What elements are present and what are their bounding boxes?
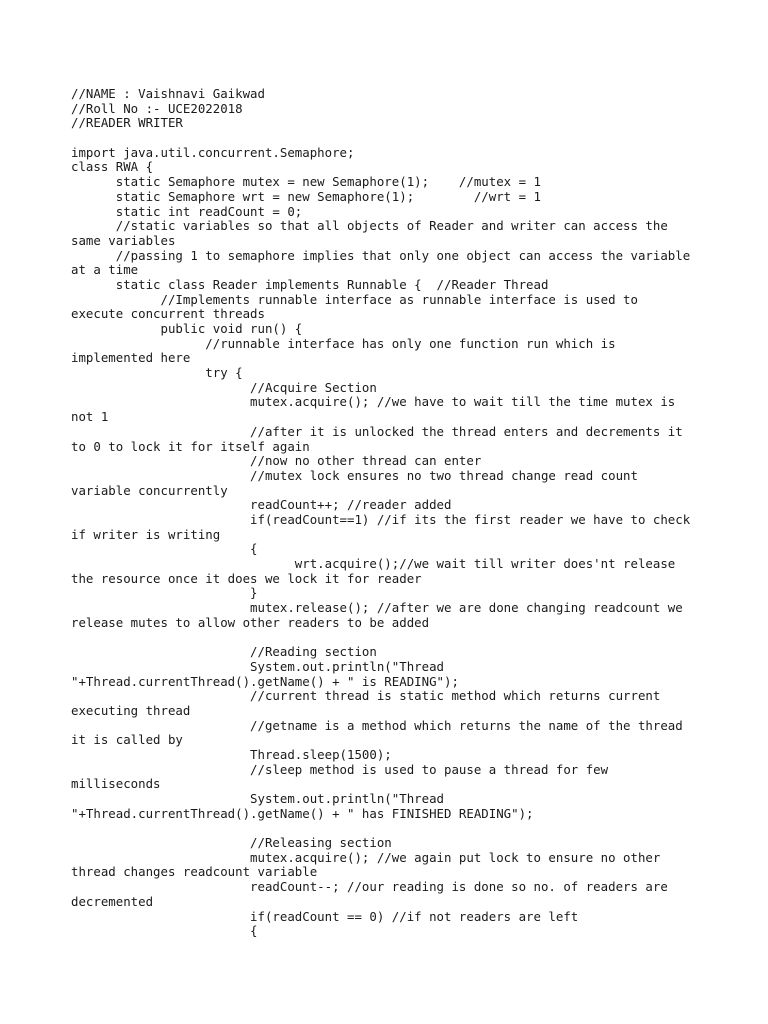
code-line: //getname is a method which returns the name of the thread — [71, 717, 683, 733]
code-line: not 1 — [71, 409, 109, 425]
code-listing — [71, 87, 751, 939]
code-line: execute concurrent threads — [71, 306, 265, 322]
code-line: "+Thread.currentThread().getName() + " has FINISHED READING"); — [71, 805, 534, 821]
code-line: //Implements runnable interface as runnable interface is used to — [71, 291, 638, 307]
code-line: static Semaphore wrt = new Semaphore(1); //wrt = 1 — [71, 188, 541, 204]
code-line: //Acquire Section — [71, 379, 377, 395]
code-line: mutex.release(); //after we are done changing readcount we — [71, 600, 683, 616]
code-line: decremented — [71, 893, 154, 909]
code-line: milliseconds — [71, 776, 161, 792]
code-line: static int readCount = 0; — [71, 203, 303, 219]
code-line: variable concurrently — [71, 482, 228, 498]
code-line — [71, 630, 751, 645]
code-line: //runnable interface has only one function run which is — [71, 335, 616, 351]
code-line: //NAME : Vaishnavi Gaikwad — [71, 86, 265, 101]
code-line: if(readCount == 0) //if not readers are left — [71, 908, 579, 924]
code-line: //static variables so that all objects of Reader and writer can access the — [71, 218, 668, 234]
code-line: //Reading section — [71, 644, 377, 660]
code-line — [71, 131, 751, 146]
code-line: //sleep method is used to pause a thread for few — [71, 761, 609, 777]
code-line: implemented here — [71, 350, 191, 366]
code-line: executing thread — [71, 702, 191, 718]
code-line: if(readCount==1) //if its the first reader we have to check — [71, 511, 691, 527]
code-line: //passing 1 to semaphore implies that only one object can access the variable — [71, 247, 691, 263]
code-line: //Releasing section — [71, 835, 392, 851]
code-line — [71, 821, 751, 836]
code-line: readCount--; //our reading is done so no. of readers are — [71, 879, 668, 895]
code-line: { — [71, 541, 258, 557]
code-line: //after it is unlocked the thread enters and decrements it — [71, 423, 683, 439]
code-line: readCount++; //reader added — [71, 497, 452, 513]
code-line: wrt.acquire();//we wait till writer does'nt release — [71, 556, 676, 571]
code-line: mutex.acquire(); //we have to wait till the time mutex is — [71, 394, 676, 410]
code-line: at a time — [71, 262, 139, 278]
code-line: mutex.acquire(); //we again put lock to ensure no other — [71, 849, 661, 865]
code-line: same variables — [71, 232, 176, 248]
code-line: static Semaphore mutex = new Semaphore(1); //mutex = 1 — [71, 174, 541, 190]
code-line: thread changes readcount variable — [71, 864, 318, 880]
code-line: class RWA { — [71, 159, 154, 175]
code-line: static class Reader implements Runnable { //Reader Thread — [71, 276, 549, 292]
code-line: try { — [71, 365, 243, 381]
code-line: it is called by — [71, 732, 183, 748]
code-line: //READER WRITER — [71, 115, 183, 131]
code-line: //mutex lock ensures no two thread change read count — [71, 467, 638, 483]
code-line: System.out.println("Thread — [71, 658, 444, 674]
code-line: { — [71, 923, 258, 939]
code-line: Thread.sleep(1500); — [71, 746, 392, 762]
code-line: public void run() { — [71, 321, 303, 336]
code-line: System.out.println("Thread — [71, 791, 444, 806]
code-line: release mutes to allow other readers to be added — [71, 614, 430, 630]
code-line: } — [71, 585, 258, 601]
code-line: //Roll No :- UCE2022018 — [71, 100, 243, 116]
code-line: //current thread is static method which returns current — [71, 688, 661, 704]
code-line: //now no other thread can enter — [71, 453, 482, 469]
code-line: "+Thread.currentThread().getName() + " is READING"); — [71, 673, 459, 689]
code-line: if writer is writing — [71, 526, 221, 542]
code-line: the resource once it does we lock it for reader — [71, 570, 422, 586]
code-line: import java.util.concurrent.Semaphore; — [71, 144, 355, 160]
code-line: to 0 to lock it for itself again — [71, 438, 310, 454]
